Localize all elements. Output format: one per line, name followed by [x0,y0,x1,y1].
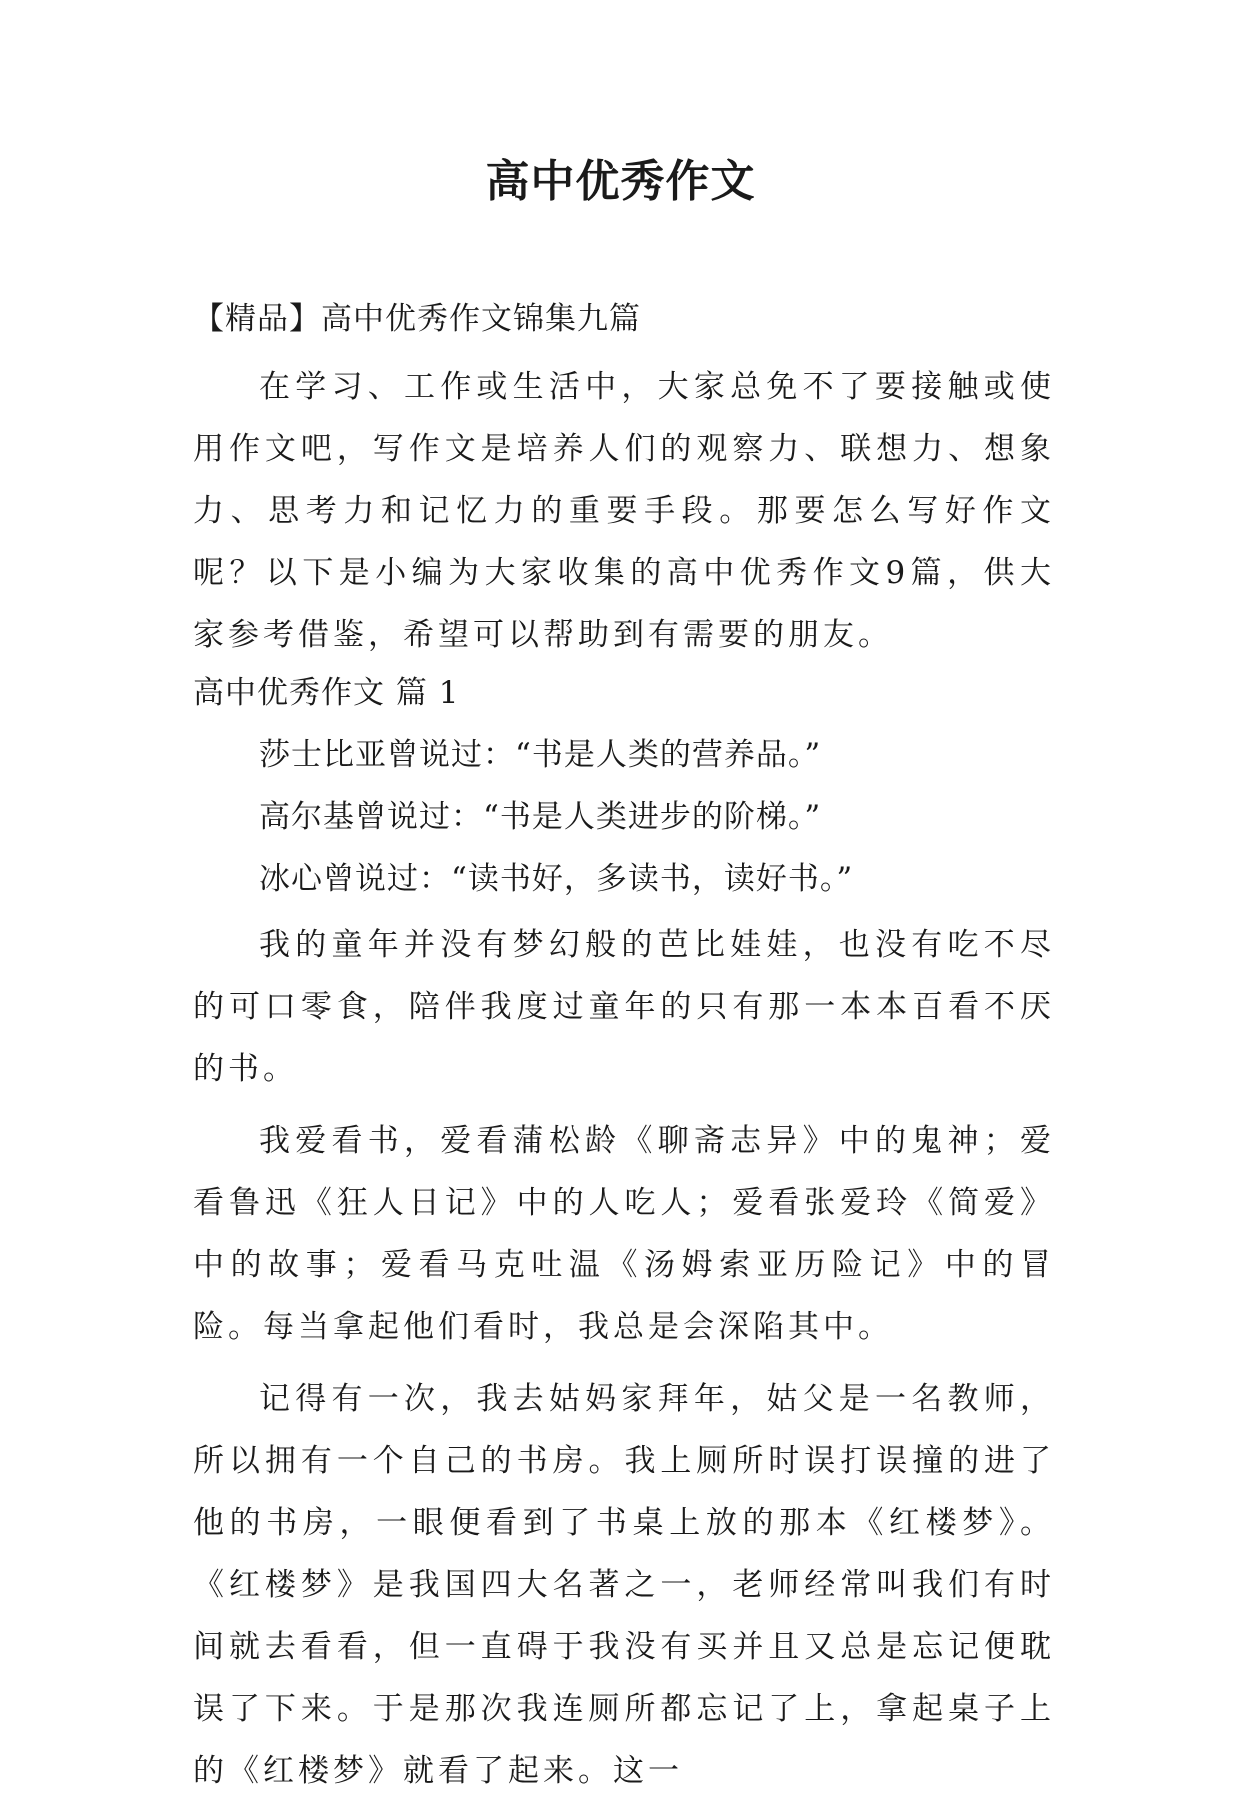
document-subtitle: 【精品】高中优秀作文锦集九篇 [193,301,641,337]
section-heading: 高中优秀作文 篇 1 [193,675,460,711]
quote-line: 莎士比亚曾说过：“书是人类的营养品。” [259,737,822,773]
body-paragraph: 我的童年并没有梦幻般的芭比娃娃，也没有吃不尽的可口零食，陪伴我度过童年的只有那一本本百看不厌的书。 [193,927,1055,1087]
document-title: 高中优秀作文 [485,156,756,207]
quote-line: 冰心曾说过：“读书好，多读书，读好书。” [259,861,854,897]
intro-paragraph: 在学习、工作或生活中，大家总免不了要接触或使用作文吧，写作文是培养人们的观察力、联想力、想象力、思考力和记忆力的重要手段。那要怎么写好作文呢？以下是小编为大家收集的高中优秀作文9篇，供大家参考借鉴，希望可以帮助到有需要的朋友。 [193,369,1055,653]
body-paragraph: 我爱看书，爱看蒲松龄《聊斋志异》中的鬼神；爱看鲁迅《狂人日记》中的人吃人；爱看张爱玲《简爱》中的故事；爱看马克吐温《汤姆索亚历险记》中的冒险。每当拿起他们看时，我总是会深陷其中。 [193,1123,1055,1345]
body-paragraph: 记得有一次，我去姑妈家拜年，姑父是一名教师，所以拥有一个自己的书房。我上厕所时误打误撞的进了他的书房，一眼便看到了书桌上放的那本《红楼梦》。《红楼梦》是我国四大名著之一，老师经常叫我们有时间就去看看，但一直碍于我没有买并且又总是忘记便耽误了下来。于是那次我连厕所都忘记了上，拿起桌子上的《红楼梦》就看了起来。这一 [193,1381,1055,1789]
document-body [193,288,1055,1802]
quote-line: 高尔基曾说过：“书是人类进步的阶梯。” [259,799,822,835]
